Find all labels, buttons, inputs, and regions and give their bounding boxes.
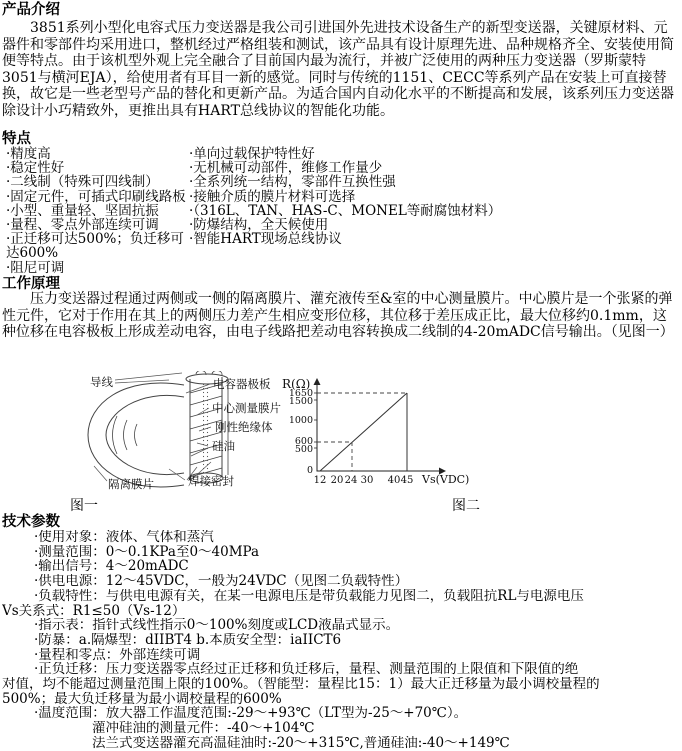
feature-right: ·全系列统一结构，零部件互换性强 <box>189 174 396 191</box>
feature-row <box>6 175 678 189</box>
param-line: ·温度范围：放大器工作温度范围:-29～+93℃（LT型为-25～+70℃）。 <box>34 706 468 722</box>
feature-right: ·无机械可动部件，维修工作量少 <box>189 160 383 177</box>
feature-right: ·防爆结构，全天候使用 <box>189 217 329 234</box>
x-tick: 45 <box>400 475 414 486</box>
figures-row <box>0 371 682 512</box>
param-line-indented: 法兰式变送器灌充高温硅油时:-20～+315℃,普通硅油:-40～+149℃ <box>92 735 510 751</box>
chart-axes <box>314 383 440 471</box>
feature-right: ·接触介质的膜片材料可选择 <box>189 188 356 205</box>
param-line: ·防暴：a.隔爆型：dIIBT4 b.本质安全型：iaIICT6 <box>34 632 342 648</box>
feature-left: ·正迁移可达500%；负迁移可达600% <box>6 231 184 262</box>
param-line-indented: 灌冲硅油的测量元件：-40～+104℃ <box>92 721 315 736</box>
param-line: ·输出信号：4～20mADC <box>34 559 189 575</box>
section-heading-intro: 产品介绍 <box>2 1 60 18</box>
x-tick: 40 <box>387 475 401 486</box>
feature-left: ·精度高 <box>6 146 51 162</box>
feature-row <box>6 190 678 204</box>
param-line: ·量程和零点：外部连续可调 <box>34 647 201 663</box>
feature-row <box>6 232 678 260</box>
label-capacitor-plate: 电容器极板 <box>213 377 271 391</box>
x-tick: 20 <box>330 475 344 486</box>
y-tick: 500 <box>294 444 313 455</box>
figure2-caption: 图二 <box>452 498 480 514</box>
figure1-caption: 图一 <box>70 498 98 514</box>
figure1-sensor-cutaway-diagram <box>70 371 300 501</box>
feature-right: ·智能HART现场总线协议 <box>189 231 342 248</box>
feature-left: ·固定元件，可插式印刷线路板 <box>6 188 186 205</box>
sensor-leader-lines <box>94 373 211 481</box>
feature-row <box>6 261 678 275</box>
label-weld-seal: 焊接密封 <box>188 474 234 488</box>
label-center-diaphragm: 中心测量膜片 <box>212 401 281 415</box>
x-tick: 12 <box>313 475 327 486</box>
param-line: ·指示表：指针式线性指示0～100%刻度或LCD液晶式显示。 <box>34 618 400 633</box>
label-rigid-insulator: 刚性绝缘体 <box>215 420 273 434</box>
label-isolation-diaphragm: 隔离膜片 <box>108 477 154 491</box>
feature-left: ·阻尼可调 <box>6 259 65 276</box>
figure2-load-characteristic-chart <box>280 371 470 503</box>
section-heading-features: 特点 <box>2 130 31 147</box>
param-line-continuation: 对值，均不能超过测量范围上限的100%。（智能型：量程比15：1）最大正迁移量为最小调校量程的 <box>2 677 600 692</box>
param-line: ·供电电源：12～45VDC，一般为24VDC（见图二负载特性） <box>34 574 409 589</box>
section-heading-principle: 工作原理 <box>2 275 60 292</box>
chart-series-line <box>320 393 407 471</box>
x-tick: 30 <box>360 475 374 486</box>
y-tick: 1000 <box>288 415 313 426</box>
intro-paragraph: 3851系列小型化电容式压力变送器是我公司引进国外先进技术设备生产的新型变送器，关键原材料、元器件和零部件均采用进口，整机经过严格组装和测试，该产品具有设计原理先进、品种规格齐全、安装使用简便等特点。由于该机型外观上完全融合了目前国内最为流行，并被广泛使用的两种压力变送器（罗斯蒙特3051与横河EJA），给使用者有耳目一新的感觉。同时与传统的1151、CECC等系列产品在安装上可直接替换，故它是一些老型号产品的替化和更新产品。为适合国内自动化水平的不断提高和发展，该系列压力变送器除设计小巧精致外，更推出具有HART总线协议的智能化功能。 <box>2 20 674 119</box>
feature-left: ·二线制（特殊可四线制） <box>6 174 159 191</box>
param-line-continuation: 500%；最大负迁移量为最小调校量程的600% <box>2 691 282 707</box>
y-tick: 0 <box>306 465 313 476</box>
param-line-continuation: Vs关系式：R1≤50（Vs-12） <box>2 603 186 619</box>
param-line: ·使用对象：液体、气体和蒸汽 <box>34 530 214 545</box>
param-line: ·正负迁移：压力变送器零点经过正迁移和负迁移后，量程、测量范围的上限值和下限值的绝 <box>34 662 579 678</box>
x-axis-title: Vs(VDC) <box>422 473 470 486</box>
y-axis-title: R(Ω) <box>282 377 311 391</box>
params-list <box>2 530 680 751</box>
feature-right: ·单向过载保护特性好 <box>189 146 315 162</box>
feature-left: ·小型、重量轻、坚固抗振 <box>6 202 159 219</box>
principle-paragraph: 压力变送器过程通过两侧或一侧的隔离膜片、灌充液传至&室的中心测量膜片。中心膜片是一个张紧的弹性元件，它对于作用在其上的两侧压力差产生相应变形位移，其位移于差压成正比，最大位移约0.1mm，这种位移在电容极板上形成差动电容，由电子线路把差动电容转换成二线制的4-20mADC信号输出。（见图一） <box>2 291 674 340</box>
y-axis-arrow <box>314 378 321 385</box>
features-list <box>6 147 678 275</box>
section-heading-params: 技术参数 <box>2 513 60 530</box>
y-tick: 600 <box>294 436 313 447</box>
y-tick: 1500 <box>288 396 313 407</box>
y-tick: 1650 <box>288 388 313 399</box>
feature-left: ·量程、零点外部连续可调 <box>6 217 159 234</box>
feature-left: ·稳定性好 <box>6 160 65 177</box>
label-silicone-oil: 硅油 <box>212 439 235 453</box>
param-line: ·测量范围：0～0.1KPa至0～40MPa <box>34 544 260 560</box>
param-line: ·负载特性：与供电电源有关，在某一电源电压是带负载能力见图二，负载阻抗RL与电源电压 <box>34 588 584 604</box>
feature-right: ·（316L、TAN、HAS-C、MONEL等耐腐蚀材料） <box>189 202 502 219</box>
label-lead-wire: 导线 <box>90 375 113 389</box>
x-tick: 24 <box>344 475 358 486</box>
feature-row <box>6 204 678 218</box>
